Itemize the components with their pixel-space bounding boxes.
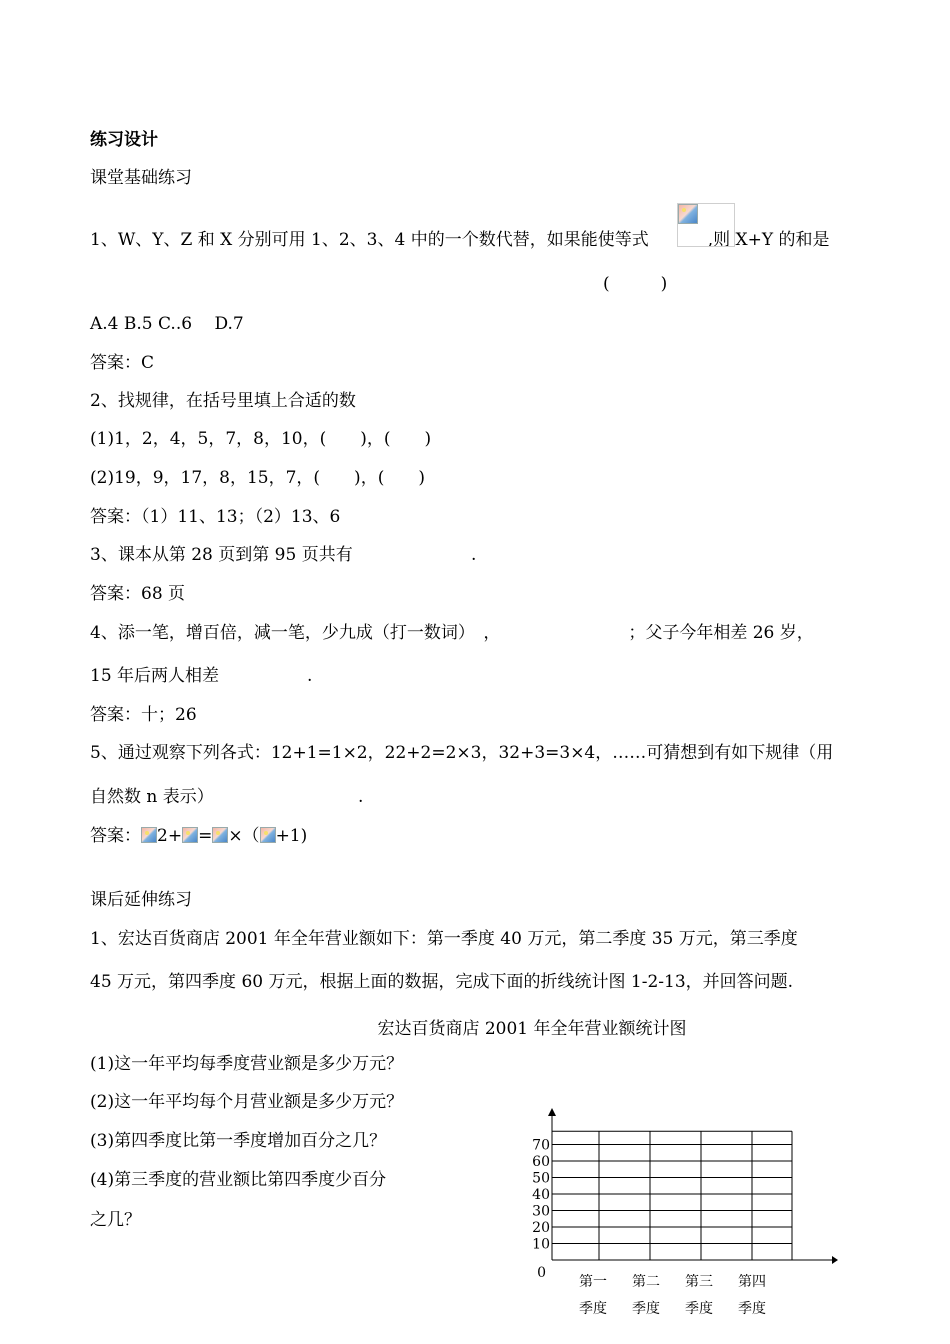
broken-image-icon [260, 827, 276, 843]
answer-text: ×（ [228, 826, 260, 846]
question-5-line-2: 自然数 n 表示） [90, 787, 214, 807]
x-tick-label: 季度 [738, 1301, 766, 1317]
equation-image [677, 203, 735, 247]
y-tick-label: 0 [537, 1265, 546, 1281]
x-tick-label: 季度 [632, 1301, 660, 1317]
y-tick-label: 60 [532, 1154, 550, 1170]
question-4-end: . [307, 666, 313, 686]
question-4-line-2: 15 年后两人相差 [90, 666, 220, 686]
question-3: 3、课本从第 28 页到第 95 页共有 [90, 545, 353, 565]
question-1-paren: ( ) [603, 274, 668, 294]
question-5-end: . [358, 787, 364, 807]
sub-question-2: (2)这一年平均每个月营业额是多少万元？ [90, 1092, 404, 1112]
question-4-answer: 答案：十；26 [90, 705, 197, 725]
answer-text: 2+ [157, 826, 183, 846]
broken-image-icon [212, 827, 228, 843]
x-tick-label: 季度 [579, 1301, 607, 1317]
question-3-answer: 答案：68 页 [90, 584, 186, 604]
extension-question-line-1: 1、宏达百货商店 2001 年全年营业额如下：第一季度 40 万元，第二季度 35 万元，第三季度 [90, 929, 798, 949]
broken-image-icon [678, 204, 698, 224]
question-3-end: . [471, 545, 477, 565]
y-tick-label: 20 [532, 1220, 550, 1236]
question-2-answer: 答案：（1）11、13；（2）13、6 [90, 507, 341, 527]
chart-title: 宏达百货商店 2001 年全年营业额统计图 [377, 1019, 687, 1039]
question-5-answer [90, 825, 307, 847]
answer-text: +1) [275, 826, 308, 846]
section-title-basic: 课堂基础练习 [90, 168, 192, 188]
sub-question-1: (1)这一年平均每季度营业额是多少万元？ [90, 1054, 404, 1074]
question-1-options: A.4 B.5 C..6 D.7 [90, 314, 244, 334]
question-4-part-2: ；父子今年相差 26 岁， [628, 623, 814, 643]
line-chart-grid [520, 1100, 850, 1336]
question-2-part-1: (1)1，2，4，5，7，8，10，( )，( ) [90, 429, 432, 449]
y-tick-label: 50 [532, 1170, 550, 1187]
question-1-answer: 答案：C [90, 353, 155, 373]
x-tick-label: 第一 [579, 1274, 607, 1290]
x-axis-arrow [832, 1256, 838, 1264]
question-4-part-1: 4、添一笔，增百倍，减一笔，少九成（打一数词） ， [90, 623, 501, 643]
question-4 [90, 622, 814, 644]
y-tick-label: 30 [532, 1203, 550, 1220]
x-tick-label: 第三 [685, 1274, 713, 1290]
extension-question-line-2: 45 万元，第四季度 60 万元，根据上面的数据，完成下面的折线统计图 1-2-13，并回答问题. [90, 972, 794, 992]
question-1-suffix: ,则 X+Y 的和是 [707, 230, 830, 250]
answer-label: 答案： [90, 826, 141, 846]
question-2: 2、找规律，在括号里填上合适的数 [90, 391, 356, 411]
y-tick-label: 10 [532, 1236, 550, 1253]
x-tick-label: 季度 [685, 1301, 713, 1317]
x-tick-label: 第二 [632, 1274, 660, 1290]
broken-image-icon [141, 827, 157, 843]
answer-text: = [198, 826, 213, 846]
sub-question-3: (3)第四季度比第一季度增加百分之几？ [90, 1131, 387, 1151]
question-2-part-2: (2)19，9，17，8，15，7，( )，( ) [90, 468, 425, 488]
y-tick-label: 40 [532, 1187, 550, 1203]
y-tick-label: 70 [532, 1137, 550, 1154]
question-5: 5、通过观察下列各式：12+1=1×2，22+2=2×3，32+3=3×4，……可猜想到有如下规律（用 [90, 743, 834, 763]
sub-question-4: (4)第三季度的营业额比第四季度少百分 [90, 1170, 387, 1190]
y-axis-arrow [548, 1108, 556, 1116]
section-title-extension: 课后延伸练习 [90, 890, 192, 910]
sub-question-4-cont: 之几？ [90, 1210, 141, 1230]
page-heading: 练习设计 [90, 130, 158, 150]
x-tick-label: 第四 [738, 1274, 766, 1290]
question-1-prefix: 1、W、Y、Z 和 X 分别可用 1、2、3、4 中的一个数代替，如果能使等式 [90, 230, 649, 250]
broken-image-icon [182, 827, 198, 843]
